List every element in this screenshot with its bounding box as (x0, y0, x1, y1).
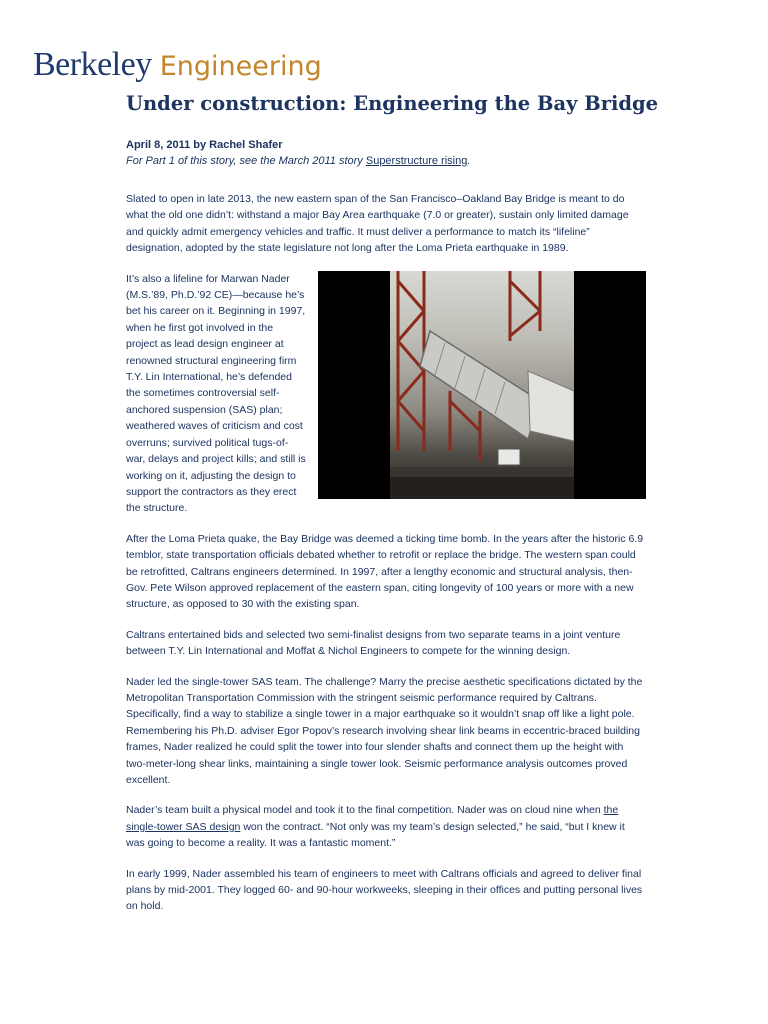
photo-scene (390, 271, 574, 499)
single-tower-sas-design-link[interactable]: the single-tower SAS design (126, 804, 619, 833)
intro-text: For Part 1 of this story, see the March 2011 story (126, 155, 366, 167)
paragraph-6-text: Nader’s team built a physical model and took it to the final competition. Nader was on cloud nine when (126, 804, 604, 817)
berkeley-engineering-logo[interactable] (33, 44, 322, 87)
paragraph-2: It’s also a lifeline for Marwan Nader (M.S.’89, Ph.D.’92 CE)—because he’s bet his career on it. Beginning in 1997, when he first got involved in the project as lead design engineer at renowned structural engineering firm T.Y. Lin International, he’s defended the sometimes controversial self-anchored suspension (SAS) plan; weathered waves of criticism and cost overruns; survived political tugs-of-war, delays and project kills; and still is working on it, adjusting the design to support the contractors as they erect the structure. (126, 272, 306, 515)
article-title: Under construction: Engineering the Bay Bridge (126, 92, 659, 115)
intro-suffix: . (467, 155, 471, 167)
logo-word-engineering: Engineering (159, 51, 322, 82)
paragraph-6 (126, 802, 646, 851)
paragraph-5: Nader led the single-tower SAS team. The challenge? Marry the precise aesthetic specifications dictated by the Metropolitan Transportation Commission with the stringent seismic performance required by Caltrans. Specifically, find a way to stabilize a single tower in a major earthquake so it wouldn’t snap off like a light pole. Remembering his Ph.D. adviser Egor Popov’s research involving shear link beams in eccentric-braced building frames, Nader realized he could split the tower into four slender shafts and connect them up the height with two-meter-long shear links, maintaining a single tower look. Seismic performance analysis outcomes proved excellent. (126, 675, 643, 786)
article-intro (126, 153, 646, 170)
superstructure-rising-link[interactable]: Superstructure rising (365, 155, 468, 167)
paragraph-3: After the Loma Prieta quake, the Bay Bridge was deemed a ticking time bomb. In the years after the historic 6.9 temblor, state transportation officials debated whether to retrofit or replace the bridge. The western span could be retrofitted, Caltrans engineers determined. In 1997, after a lengthy economic and structural analysis, then-Gov. Pete Wilson approved replacement of the eastern span, citing longevity of 100 years or more with a new structure, as opposed to 30 with the existing span. (126, 532, 644, 611)
bridge-construction-photo (318, 271, 646, 499)
paragraph-7: In early 1999, Nader assembled his team of engineers to meet with Caltrans officials and agreed to deliver final plans by mid-2001. They logged 60- and 90-hour workweeks, sleeping in their offices and putting personal lives on hold. (126, 867, 643, 913)
bridge-tower-illustration (390, 271, 574, 499)
paragraph-1: Slated to open in late 2013, the new eastern span of the San Francisco–Oakland Bay Bridge is meant to do what the old one didn’t: withstand a major Bay Area earthquake (7.0 or greater), sustain only limited damage and quickly admit emergency vehicles and traffic. It must deliver a performance to match its “lifeline” designation, adopted by the state legislature not long after the Loma Prieta earthquake in 1989. (126, 193, 629, 255)
article (126, 90, 659, 929)
paragraph-4: Caltrans entertained bids and selected two semi-finalist designs from two separate teams in a joint venture between T.Y. Lin International and Moffat & Nichol Engineers to compete for the winning design. (126, 628, 621, 658)
paragraph-6-continued: won the contract. “Not only was my team’s design selected,” he said, “but I knew it was going to become a reality. It was a fantastic moment.” (126, 820, 625, 850)
logo-word-berkeley: Berkeley (33, 46, 152, 83)
article-byline: April 8, 2011 by Rachel Shafer (126, 139, 283, 151)
